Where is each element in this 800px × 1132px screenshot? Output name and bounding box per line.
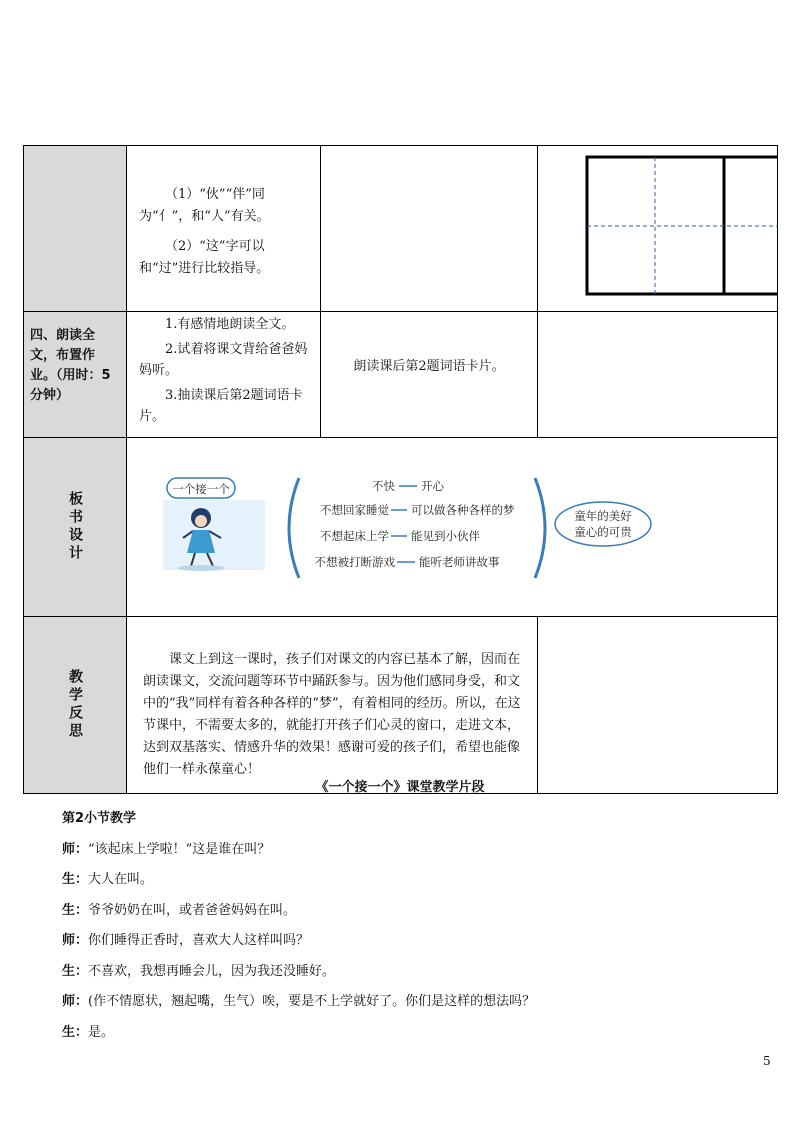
dialogue-line <box>62 896 762 927</box>
tip-2: （2）“这”字可以和“过”进行比较指导。 <box>139 239 270 276</box>
reflection-label-cell <box>24 617 127 794</box>
student-activity-cell <box>321 312 538 438</box>
utterance: 不喜欢，我想再睡会儿，因为我还没睡好。 <box>88 963 336 979</box>
speaker: 师： <box>62 933 89 948</box>
tianzige-grid <box>538 146 778 311</box>
board-design-label-cell <box>24 438 127 617</box>
board-design-cell <box>127 438 778 617</box>
board-line-4-right: 能听老师讲故事 <box>419 555 500 569</box>
board-line-1-right: 开心 <box>421 479 444 493</box>
dialogue-line <box>62 835 762 866</box>
teacher-activity-cell <box>127 312 321 438</box>
speaker: 生： <box>62 1024 89 1040</box>
dialogue-section <box>62 804 762 1048</box>
dialogue-line <box>62 957 762 988</box>
empty-cell <box>538 617 778 794</box>
board-line-3-left: 不想起床上学 <box>320 529 389 543</box>
board-summary-2: 童心的可贵 <box>574 525 632 539</box>
board-line-2-right: 可以做各种各样的梦 <box>411 503 515 517</box>
writing-grid-cell <box>538 146 778 312</box>
speaker: 生： <box>62 963 89 979</box>
board-design-label: 板书设计 <box>67 491 83 563</box>
speaker: 师： <box>62 841 89 857</box>
student-task: 朗读课后第2题词语卡片。 <box>353 358 505 374</box>
board-design-diagram <box>127 438 777 616</box>
dialogue-line <box>62 865 762 896</box>
step-label: 四、朗读全文，布置作业。（用时：5分钟） <box>30 328 111 403</box>
utterance: 爷爷奶奶在叫，或者爸爸妈妈在叫。 <box>88 902 297 918</box>
task-1: 1.有感情地朗读全文。 <box>165 317 295 332</box>
reflection-text-cell <box>127 617 538 794</box>
segment-caption: 《一个接一个》课堂教学片段 <box>315 780 485 795</box>
reflection-text: 课文上到这一课时，孩子们对课文的内容已基本了解，因而在朗读课文，交流问题等环节中踊跃参与。因为他们感同身受，和文中的“我”同样有着各种各样的“梦”，有着相同的经历。所以，在这节课中，不需要太多的，就能打开孩子们心灵的窗口，走进文本，达到双基落实、情感升华的效果！感谢可爱的孩子们，希望也能像他们一样永葆童心！ <box>143 652 521 777</box>
speaker: 生： <box>62 872 89 887</box>
table-row <box>24 146 778 312</box>
table-row <box>24 438 778 617</box>
reflection-label: 教学反思 <box>67 669 83 741</box>
utterance: 大人在叫。 <box>88 872 154 887</box>
utterance: 你们睡得正香时，喜欢大人这样叫吗？ <box>88 933 310 948</box>
dialogue-line <box>62 987 762 1018</box>
dialogue-line <box>62 1018 762 1049</box>
board-line-2-left: 不想回家睡觉 <box>320 503 389 517</box>
utterance: 是。 <box>88 1024 115 1040</box>
speaker: 生： <box>62 902 89 918</box>
task-3: 3.抽读课后第2题词语卡片。 <box>139 388 303 424</box>
task-2: 2.试着将课文背给爸爸妈妈听。 <box>139 342 308 378</box>
board-line-1-left: 不快 <box>372 479 395 493</box>
step-label-cell <box>24 312 127 438</box>
student-activity-cell <box>321 146 538 312</box>
utterance: (作不情愿状，翘起嘴，生气）唉，要是不上学就好了。你们是这样的想法吗？ <box>88 994 536 1009</box>
board-line-3-right: 能见到小伙伴 <box>411 529 480 543</box>
utterance: “该起床上学啦！”这是谁在叫？ <box>88 841 271 857</box>
empty-cell <box>538 312 778 438</box>
section-title: 第2小节教学 <box>62 811 137 826</box>
dialogue-line <box>62 926 762 957</box>
teaching-tips-cell <box>127 146 321 312</box>
board-line-4-left: 不想被打断游戏 <box>314 555 395 569</box>
row-label-empty <box>24 146 127 312</box>
speaker: 师： <box>62 994 89 1009</box>
page-number: 5 <box>763 1054 771 1068</box>
board-summary-1: 童年的美好 <box>574 509 632 523</box>
child-illustration <box>163 500 265 571</box>
table-row <box>24 312 778 438</box>
board-title: 一个接一个 <box>172 482 230 496</box>
table-row <box>24 617 778 794</box>
tip-1: （1）“伙”“伴”同为“亻”，和“人”有关。 <box>139 187 270 224</box>
lesson-plan-table <box>23 145 778 794</box>
